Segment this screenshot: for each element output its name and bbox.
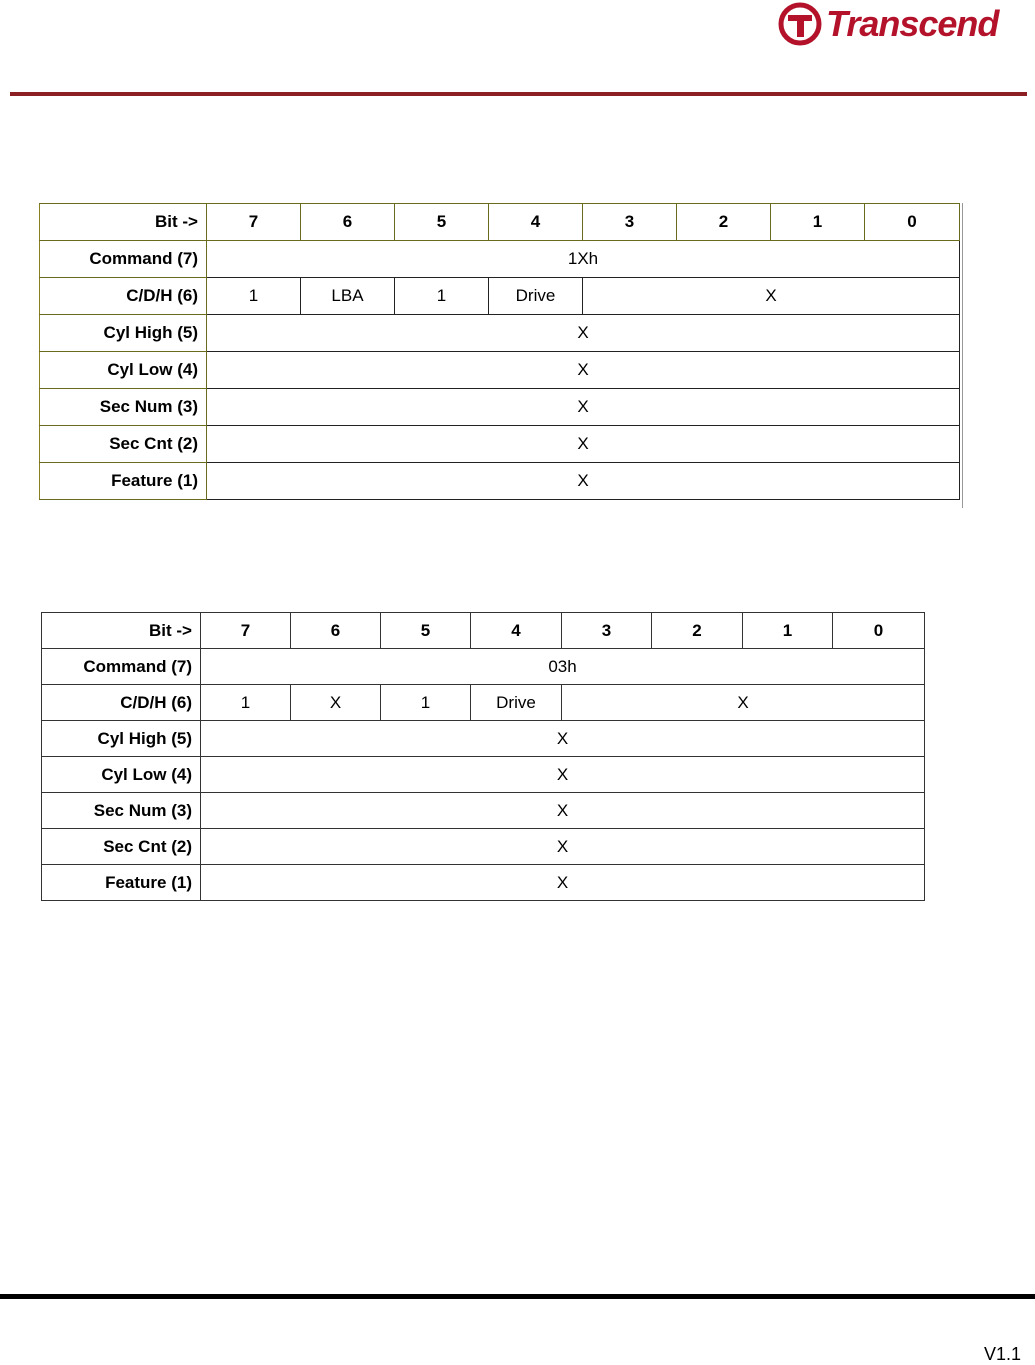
table-row xyxy=(40,426,960,463)
bit-4-header: 4 xyxy=(471,613,562,649)
sec-cnt-label: Sec Cnt (2) xyxy=(42,829,201,865)
sec-cnt-value: X xyxy=(201,829,925,865)
table-row xyxy=(42,793,925,829)
feature-value: X xyxy=(207,463,960,500)
table-row xyxy=(42,685,925,721)
cdh-bit-5: 1 xyxy=(395,278,489,315)
command-value: 1Xh xyxy=(207,241,960,278)
cdh-bit-6: X xyxy=(291,685,381,721)
bit-1-header: 1 xyxy=(771,204,865,241)
bit-1-header: 1 xyxy=(743,613,833,649)
bit-2-header: 2 xyxy=(677,204,771,241)
bit-5-header: 5 xyxy=(381,613,471,649)
cdh-bit-4: Drive xyxy=(489,278,583,315)
brand-logo xyxy=(778,0,1023,48)
version-label: V1.1 xyxy=(984,1344,1022,1364)
table-row xyxy=(42,829,925,865)
sec-num-label: Sec Num (3) xyxy=(42,793,201,829)
table-header-row xyxy=(42,613,925,649)
cdh-bit-7: 1 xyxy=(207,278,301,315)
cdh-label: C/D/H (6) xyxy=(40,278,207,315)
register-table-2 xyxy=(41,612,925,901)
command-label: Command (7) xyxy=(40,241,207,278)
cyl-high-value: X xyxy=(201,721,925,757)
command-label: Command (7) xyxy=(42,649,201,685)
table-row xyxy=(40,352,960,389)
cdh-bit-6: LBA xyxy=(301,278,395,315)
cyl-high-label: Cyl High (5) xyxy=(42,721,201,757)
bit-4-header: 4 xyxy=(489,204,583,241)
cdh-low-bits: X xyxy=(562,685,925,721)
table-row xyxy=(40,315,960,352)
table-row xyxy=(42,757,925,793)
feature-label: Feature (1) xyxy=(42,865,201,901)
bit-5-header: 5 xyxy=(395,204,489,241)
feature-label: Feature (1) xyxy=(40,463,207,500)
bit-7-header: 7 xyxy=(207,204,301,241)
bit-3-header: 3 xyxy=(562,613,652,649)
cdh-bit-5: 1 xyxy=(381,685,471,721)
register-table-1 xyxy=(39,203,960,500)
bit-6-header: 6 xyxy=(291,613,381,649)
bit-0-header: 0 xyxy=(865,204,960,241)
cyl-low-value: X xyxy=(207,352,960,389)
command-value: 03h xyxy=(201,649,925,685)
cdh-label: C/D/H (6) xyxy=(42,685,201,721)
table-row xyxy=(40,241,960,278)
cyl-low-value: X xyxy=(201,757,925,793)
sec-num-label: Sec Num (3) xyxy=(40,389,207,426)
cyl-low-label: Cyl Low (4) xyxy=(42,757,201,793)
cyl-high-value: X xyxy=(207,315,960,352)
cyl-high-label: Cyl High (5) xyxy=(40,315,207,352)
bit-2-header: 2 xyxy=(652,613,743,649)
table-row xyxy=(42,865,925,901)
bit-0-header: 0 xyxy=(833,613,925,649)
footer-divider xyxy=(0,1294,1035,1299)
cdh-bit-4: Drive xyxy=(471,685,562,721)
transcend-logo-icon xyxy=(778,2,822,46)
table-row xyxy=(42,649,925,685)
cdh-bit-7: 1 xyxy=(201,685,291,721)
table-header-row xyxy=(40,204,960,241)
cyl-low-label: Cyl Low (4) xyxy=(40,352,207,389)
sec-num-value: X xyxy=(207,389,960,426)
brand-name: Transcend xyxy=(826,3,999,44)
table-row xyxy=(42,721,925,757)
bit-6-header: 6 xyxy=(301,204,395,241)
bit-header-label: Bit -> xyxy=(42,613,201,649)
sec-cnt-value: X xyxy=(207,426,960,463)
bit-header-label: Bit -> xyxy=(40,204,207,241)
bit-3-header: 3 xyxy=(583,204,677,241)
table-row xyxy=(40,278,960,315)
cdh-low-bits: X xyxy=(583,278,960,315)
header-divider xyxy=(10,92,1027,96)
sec-num-value: X xyxy=(201,793,925,829)
feature-value: X xyxy=(201,865,925,901)
table-edge-line xyxy=(962,203,963,508)
sec-cnt-label: Sec Cnt (2) xyxy=(40,426,207,463)
table-row xyxy=(40,389,960,426)
bit-7-header: 7 xyxy=(201,613,291,649)
table-row xyxy=(40,463,960,500)
